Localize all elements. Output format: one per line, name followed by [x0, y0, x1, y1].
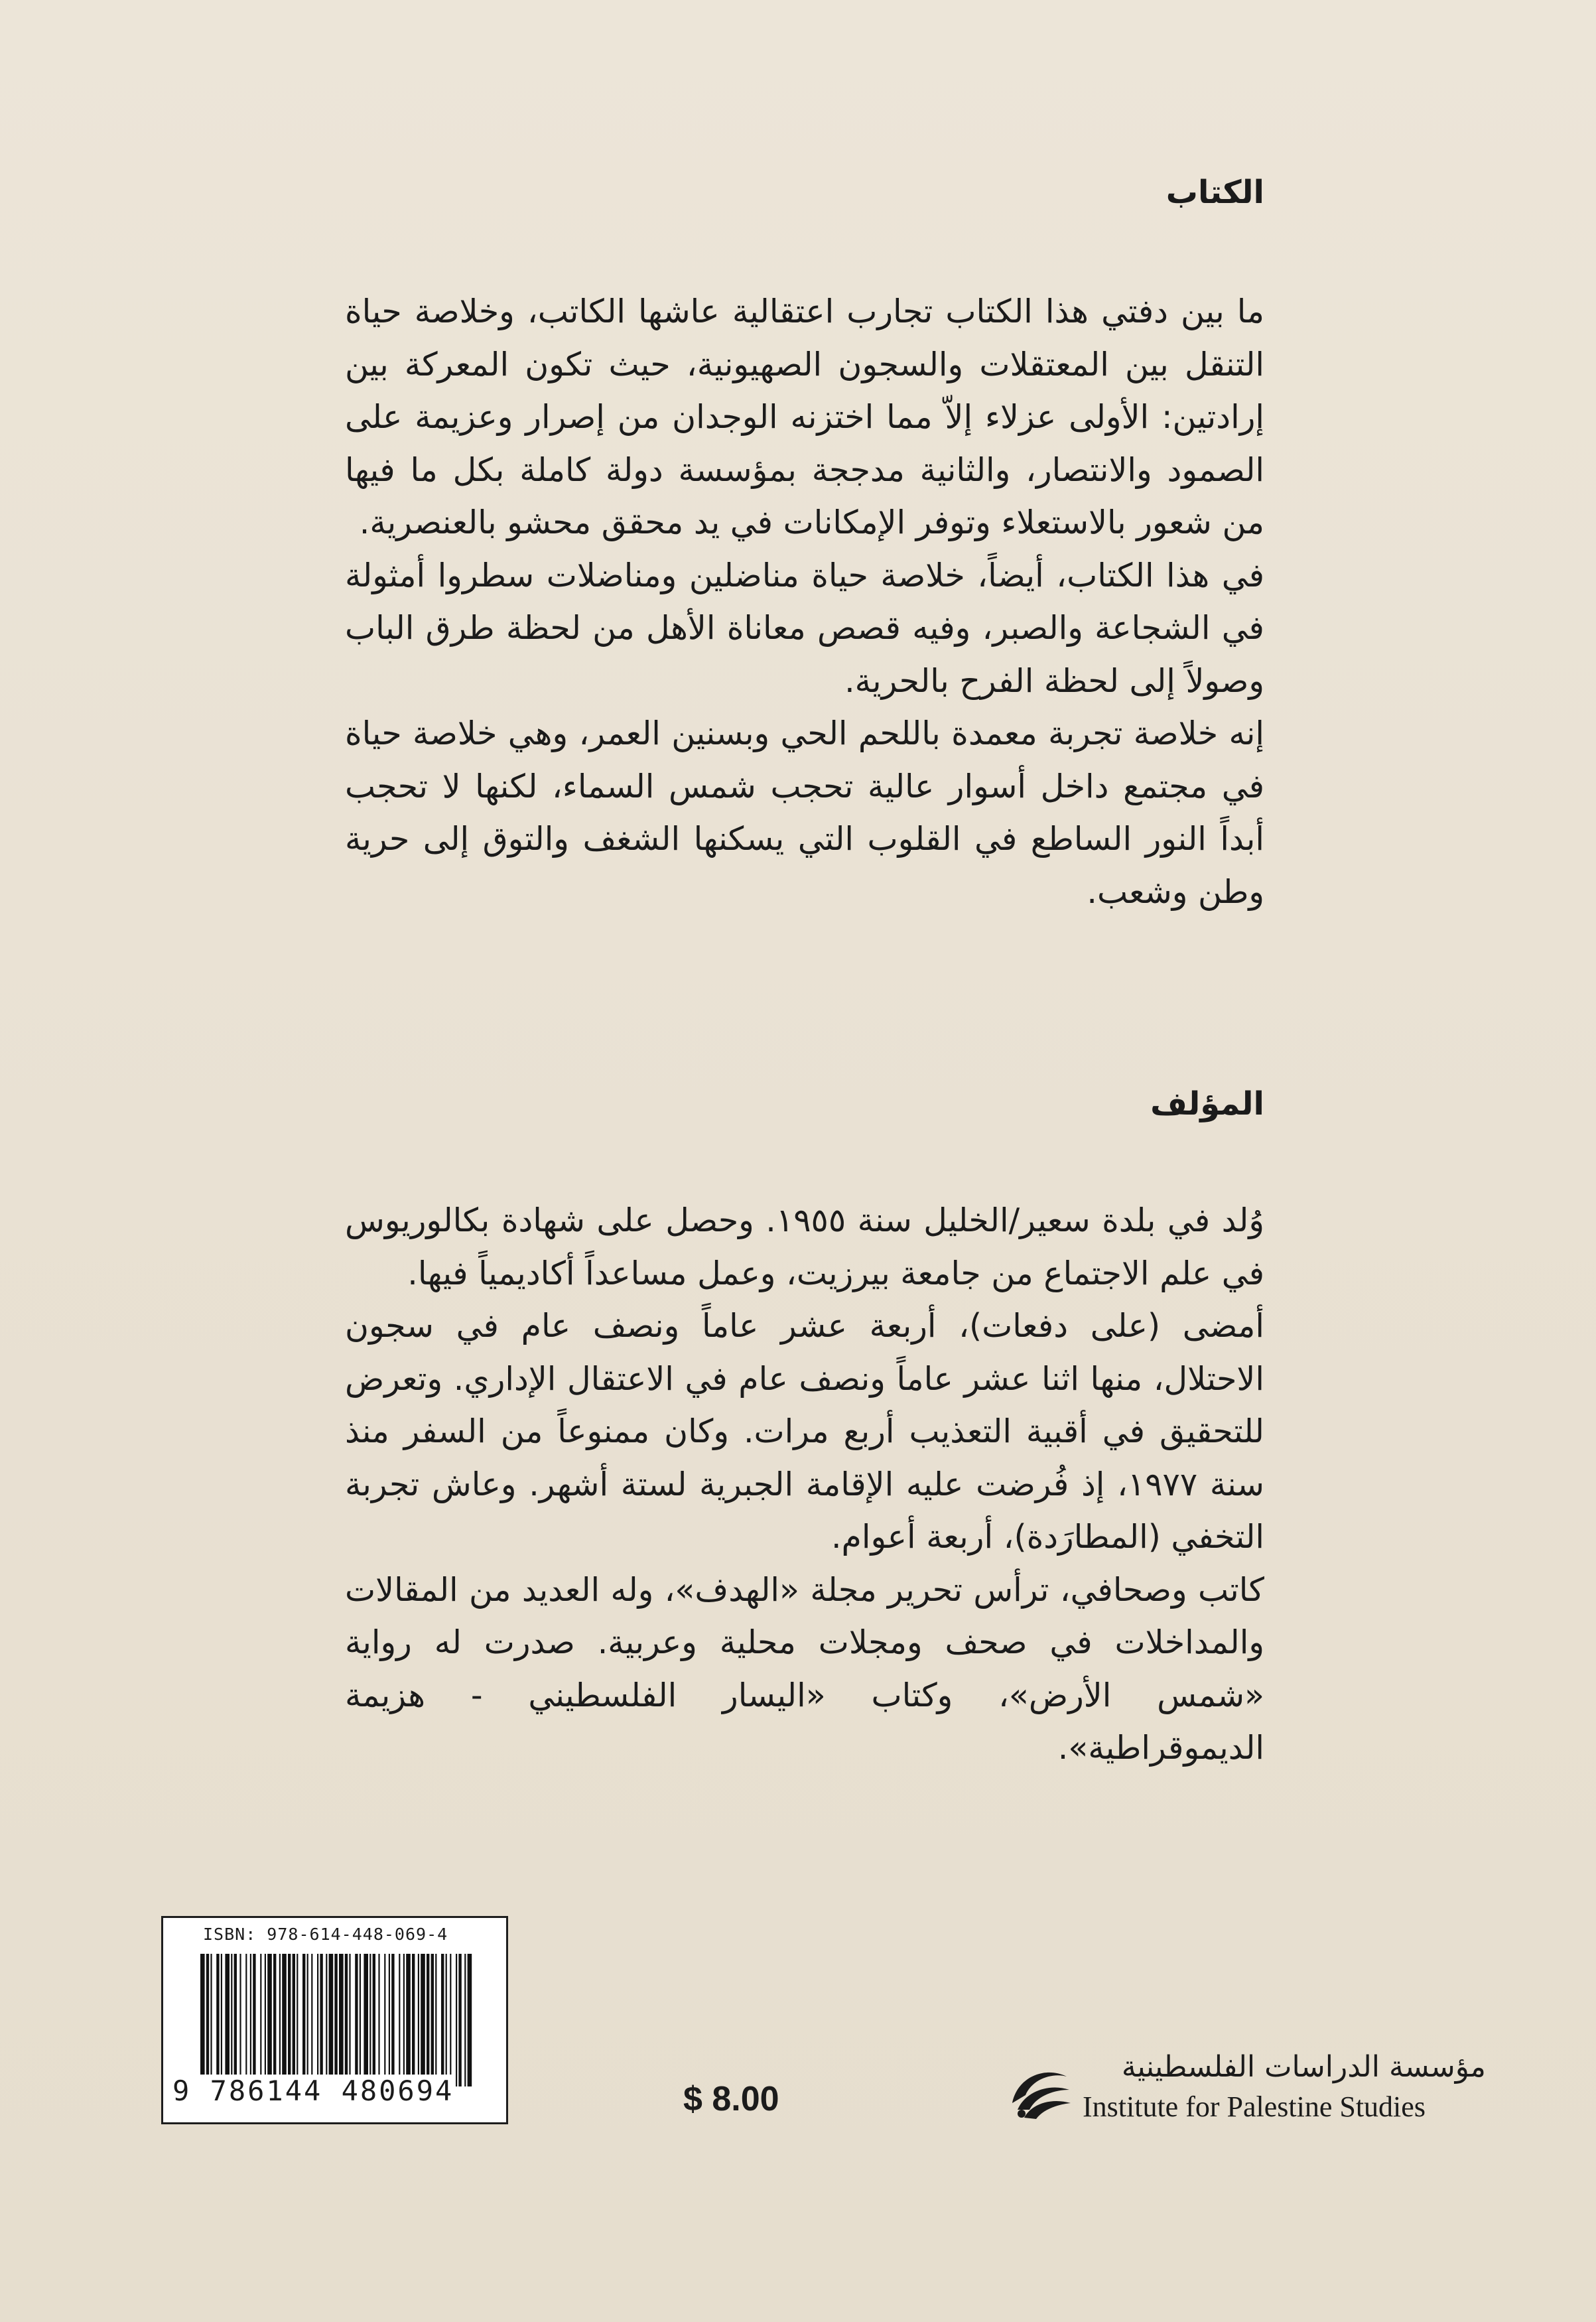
isbn-text: ISBN: 978-614-448-069-4	[203, 1925, 448, 1944]
author-paragraph: كاتب وصحافي، ترأس تحرير مجلة «الهدف»، وله العديد من المقالات والمداخلات في صحف ومجلات محلية وعربية. صدرت له رواية «شمس الأرض»، وكتاب «اليسار الفلسطيني - هزيمة الديموقراطية».	[345, 1570, 1264, 1767]
ips-logo-icon	[1006, 2057, 1075, 2126]
barcode-label	[161, 1916, 508, 2124]
book-section-heading: الكتاب	[1165, 174, 1264, 211]
author-paragraph: وُلد في بلدة سعير/الخليل سنة ١٩٥٥. وحصل على شهادة بكالوريوس في علم الاجتماع من جامعة بيرزيت، وعمل مساعداً أكاديمياً فيها.	[345, 1201, 1264, 1292]
book-paragraph: إنه خلاصة تجربة معمدة باللحم الحي وبسنين العمر، وهي خلاصة حياة في مجتمع داخل أسوار عالية تحجب شمس السماء، لكنها لا تحجب أبداً النور الساطع في القلوب التي يسكنها الشغف والتوق إلى حرية وطن وشعب.	[345, 715, 1264, 911]
author-paragraph: أمضى (على دفعات)، أربعة عشر عاماً ونصف عام في سجون الاحتلال، منها اثنا عشر عاماً ونصف عام في الاعتقال الإداري. وتعرض للتحقيق في أقبية التعذيب أربع مرات. وكان ممنوعاً من السفر منذ سنة ١٩٧٧، إذ فُرضت عليه الإقامة الجبرية لستة أشهر. وعاش تجربة التخفي (المطارَدة)، أربعة أعوام.	[345, 1307, 1264, 1556]
price-label: $ 8.00	[683, 2080, 779, 2118]
barcode-bars	[200, 1954, 472, 2086]
author-section-heading: المؤلف	[1150, 1085, 1264, 1123]
barcode-digits: 9 786144 480694	[172, 2075, 454, 2107]
book-paragraph: ما بين دفتي هذا الكتاب تجارب اعتقالية عاشها الكاتب، وخلاصة حياة التنقل بين المعتقلات والسجون الصهيونية، حيث تكون المعركة بين إرادتين: الأولى عزلاء إلاّ مما اختزنه الوجدان من إصرار وعزيمة على الصمود والانتصار، والثانية مدججة بمؤسسة دولة كاملة بكل ما فيها من شعور بالاستعلاء وتوفر الإمكانات في يد محقق محشو بالعنصرية.	[345, 293, 1264, 541]
author-section-text	[345, 1194, 1264, 1775]
publisher-name-english: Institute for Palestine Studies	[1083, 2090, 1426, 2123]
publisher-name-arabic: مؤسسة الدراسات الفلسطينية	[1121, 2050, 1486, 2084]
book-section-text	[345, 285, 1264, 918]
book-paragraph: في هذا الكتاب، أيضاً، خلاصة حياة مناضلين ومناضلات سطروا أمثولة في الشجاعة والصبر، وفيه قصص معاناة الأهل من لحظة طرق الباب وصولاً إلى لحظة الفرح بالحرية.	[345, 556, 1264, 700]
